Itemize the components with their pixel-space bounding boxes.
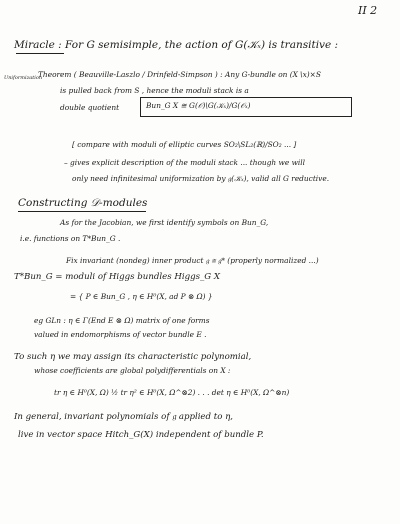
hitchin-space-line: live in vector space Hitch_G(X) independent of bundle P. [18, 430, 264, 440]
compare-line: [ compare with moduli of elliptic curves SO₂\SL₂(ℝ)/SO₂ ... ] [72, 140, 297, 149]
characteristic-polynomial-line: To such η we may assign its characteristic polynomial, [14, 352, 252, 362]
explicit-description-line: – gives explicit description of the moduli stack ... though we will [64, 158, 306, 167]
double-quotient-formula: Bun_G X ≅ G(𝒪)\G(𝒦ₓ)/G(𝒪ₓ) [146, 101, 251, 110]
higgs-set-line: = { P ∈ Bun_G , η ∈ H⁰(X, ad P ⊗ Ω) } [70, 292, 213, 301]
miracle-underline [16, 53, 64, 54]
constructing-d-modules-heading: Constructing 𝒟-modules [18, 197, 148, 209]
miracle-line: Miracle : For G semisimple, the action of G(𝒦ₓ) is transitive : [14, 39, 339, 51]
infinitesimal-uniformization-line: only need infinitesimal uniformization by 𝔤(𝒦ₓ), valid all G reductive. [72, 174, 330, 183]
endomorphisms-line: valued in endomorphisms of vector bundle E . [34, 330, 207, 339]
gln-example-line: eg GLn : η ∈ Γ(End E ⊗ Ω) matrix of one forms [34, 316, 210, 325]
page-number: II 2 [358, 4, 378, 17]
double-quotient-label: double quotient [60, 103, 120, 112]
inner-product-line: Fix invariant (nondeg) inner product 𝔤 ≅ 𝔤* (properly normalized ...) [66, 256, 319, 265]
uniformization-margin-note: Uniformization [4, 75, 43, 81]
theorem-line-2: is pulled back from S , hence the moduli stack is a [60, 86, 249, 95]
functions-line: i.e. functions on T*Bun_G . [20, 234, 121, 243]
higgs-bundles-line: T*Bun_G = moduli of Higgs bundles Higgs_G X [14, 272, 221, 282]
d-modules-underline [18, 211, 146, 212]
polydifferentials-line: whose coefficients are global polydifferentials on X : [34, 366, 231, 375]
jacobian-line: As for the Jacobian, we first identify symbols on Bun_G, [60, 218, 269, 227]
theorem-line: Theorem ( Beauville-Laszlo / Drinfeld-Simpson ) : Any G-bundle on (X∖x)×S [38, 70, 321, 79]
trace-determinant-line: tr η ∈ H⁰(X, Ω) ½ tr η² ∈ H⁰(X, Ω^⊗2) . . . det η ∈ H⁰(X, Ω^⊗n) [54, 388, 290, 397]
invariant-polynomials-line: In general, invariant polynomials of 𝔤 applied to η, [14, 412, 233, 422]
